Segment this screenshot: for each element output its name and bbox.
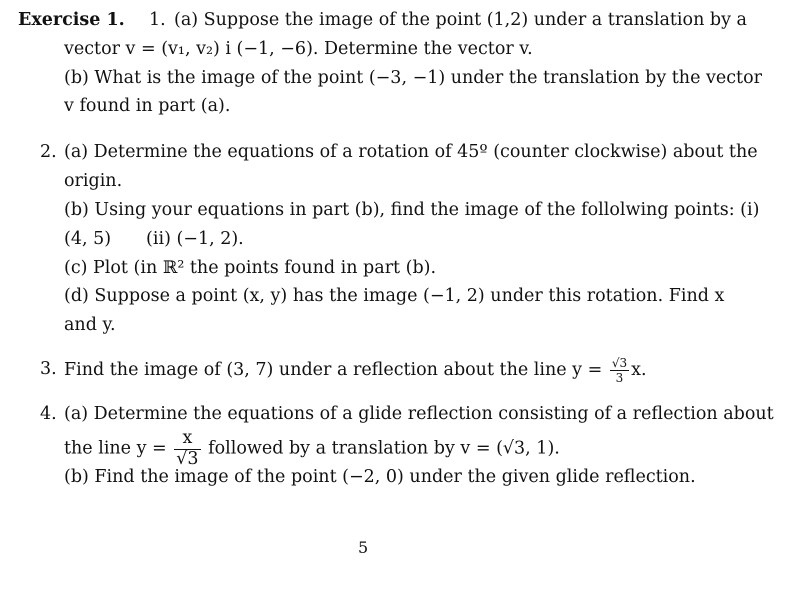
item-4-part-b: (b) Find the image of the point (−2, 0) under the given glide reflection. (64, 467, 696, 487)
item-4-fraction-numerator: x (174, 430, 200, 450)
item-1-number: 1. (149, 10, 166, 30)
page-number: 5 (358, 538, 369, 557)
item-3-text-before: Find the image of (3, 7) under a reflection about the line y = (64, 360, 608, 380)
item-3-fraction (610, 357, 629, 384)
item-4-part-a-line-1: (a) Determine the equations of a glide reflection consisting of a reflection about (64, 404, 774, 424)
item-2-part-b-line-2: (4, 5) (ii) (−1, 2). (64, 229, 244, 249)
item-2-number: 2. (40, 142, 57, 162)
item-4-fraction-denominator: √3 (176, 448, 199, 469)
item-3-fraction-denominator: 3 (615, 371, 624, 385)
item-3-text (64, 357, 647, 384)
item-4-part-a-line-2 (64, 430, 560, 468)
item-2-part-d-line-2: and y. (64, 315, 116, 335)
item-2-part-c: (c) Plot (in ℝ² the points found in part (b). (64, 258, 437, 278)
item-4-text-before: the line y = (64, 438, 173, 459)
item-4-text-after: followed by a translation by v = (√3, 1). (202, 438, 560, 459)
exercise-heading: Exercise 1. (18, 10, 125, 30)
item-2-part-b-line-1: (b) Using your equations in part (b), find the image of the follolwing points: (i) (64, 200, 760, 220)
item-3-fraction-numerator: √3 (611, 356, 628, 370)
item-4-fraction (174, 430, 200, 468)
item-3-number: 3. (40, 359, 57, 379)
item-1-part-a-line-2: vector v = (v₁, v₂) i (−1, −6). Determine the vector v. (64, 39, 533, 59)
item-1-part-b-line-2: v found in part (a). (64, 96, 231, 116)
item-4-number: 4. (40, 404, 57, 424)
item-2-part-a-line-1: (a) Determine the equations of a rotation of 45º (counter clockwise) about the (64, 142, 758, 162)
item-1-part-a-line-1: (a) Suppose the image of the point (1,2) under a translation by a (174, 10, 747, 30)
item-2-part-d-line-1: (d) Suppose a point (x, y) has the image (−1, 2) under this rotation. Find x (64, 286, 725, 306)
item-3-text-after: x. (631, 360, 647, 380)
item-1-part-b-line-1: (b) What is the image of the point (−3, −1) under the translation by the vector (64, 68, 762, 88)
item-2-part-a-line-2: origin. (64, 171, 123, 191)
